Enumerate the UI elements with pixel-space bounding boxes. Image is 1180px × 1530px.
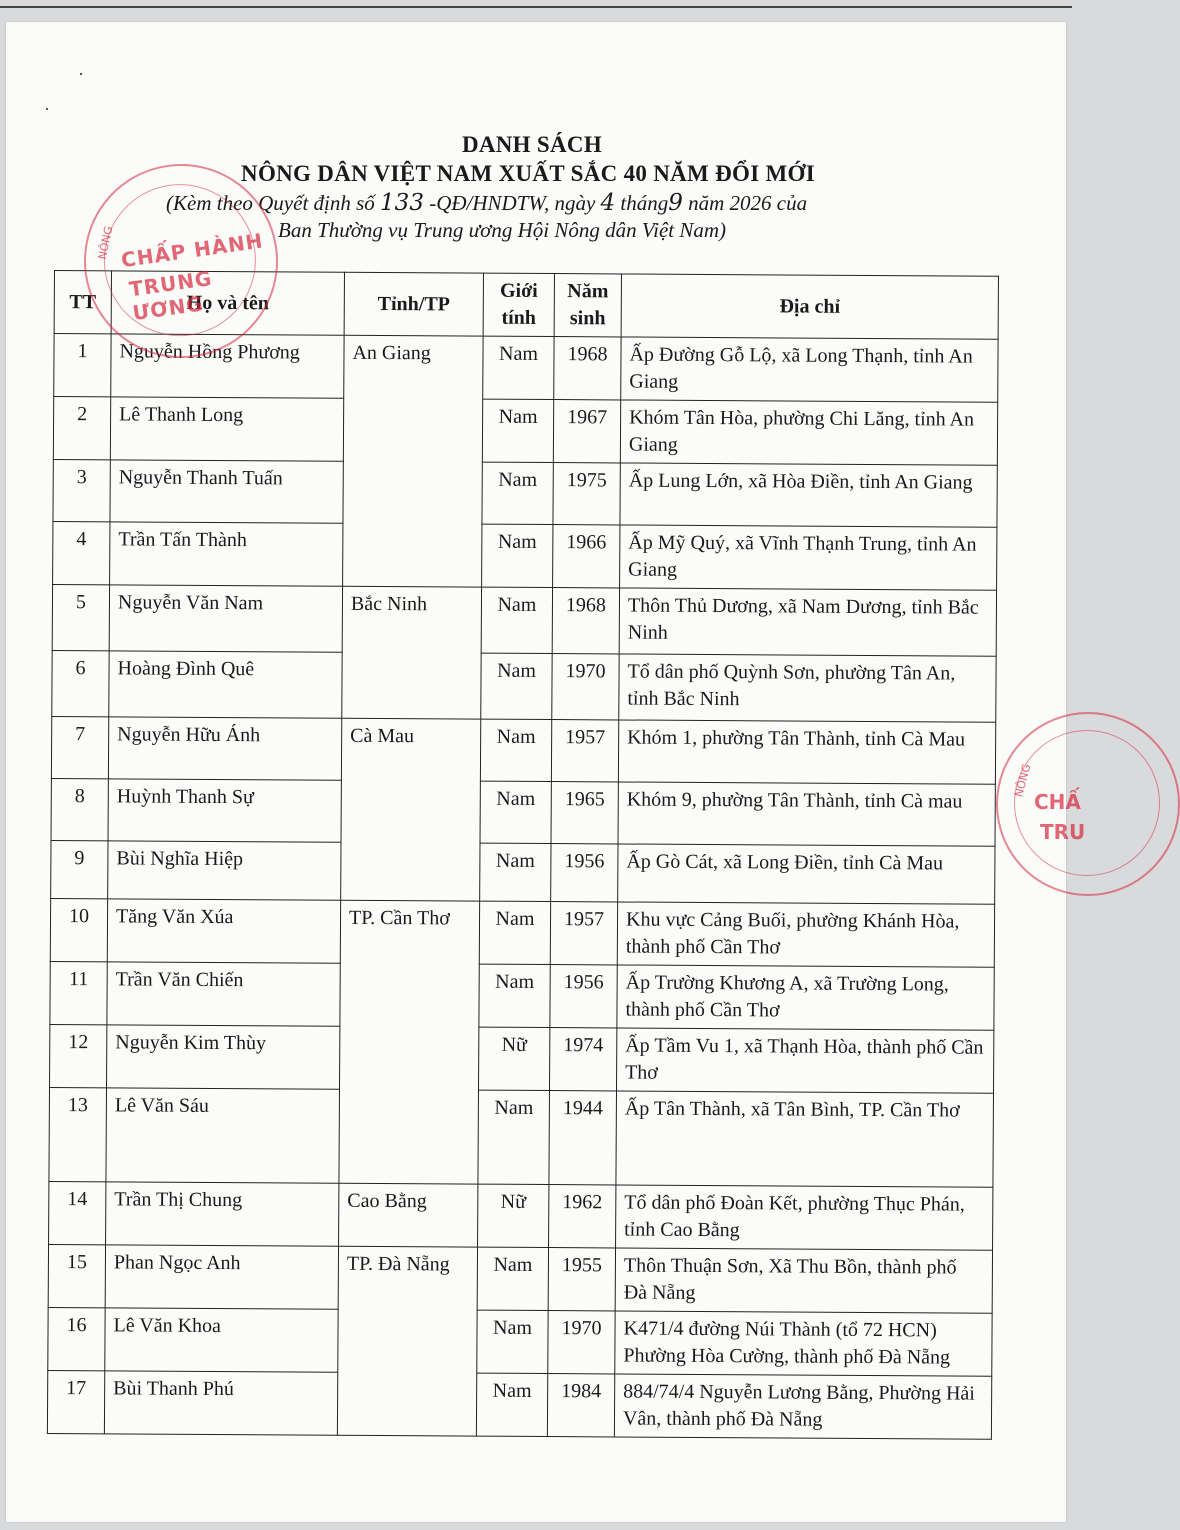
cell-year: 1965: [551, 782, 618, 844]
cell-gender: Nam: [483, 336, 554, 399]
seal-text-line1: CHẤ: [1034, 790, 1081, 814]
cell-year: 1955: [548, 1248, 615, 1311]
cell-address: Tổ dân phố Đoàn Kết, phường Thục Phán, tỉnh Cao Bằng: [616, 1185, 993, 1250]
table-row: [50, 1024, 994, 1093]
cell-name: Nguyễn Hồng Phương: [111, 334, 344, 398]
table-row: [53, 459, 997, 527]
farmer-list-table: [47, 270, 999, 1440]
decision-number: 133: [380, 190, 424, 216]
cell-tt: 1: [54, 334, 111, 397]
cell-name: Trần Tấn Thành: [110, 522, 343, 586]
cell-gender: Nam: [476, 1373, 547, 1436]
document-title: DANH SÁCH: [461, 132, 603, 157]
cell-address: Khu vực Cảng Buối, phường Khánh Hòa, thành phố Cần Thơ: [617, 902, 994, 967]
cell-address: 884/74/4 Nguyễn Lương Bằng, Phường Hải Vân, thành phố Đà Nẵng: [614, 1374, 991, 1439]
cell-address: Khóm 1, phường Tân Thành, tỉnh Cà Mau: [618, 720, 995, 784]
table-row: [49, 1087, 994, 1187]
cell-year: 1957: [550, 902, 617, 965]
header-gender-line2: tính: [501, 306, 537, 329]
cell-tt: 12: [50, 1024, 107, 1087]
table-row: [51, 716, 995, 784]
document-subtitle: NÔNG DÂN VIỆT NAM XUẤT SẮC 40 NĂM ĐỔI MỚI: [241, 161, 815, 186]
table-row: [48, 1307, 992, 1376]
cell-year: 1956: [550, 965, 617, 1028]
cell-name: Lê Văn Sáu: [106, 1088, 340, 1183]
cell-name: Huỳnh Thanh Sự: [108, 779, 341, 842]
cell-name: Phan Ngọc Anh: [105, 1245, 338, 1309]
cell-province: TP. Đà Nẵng: [337, 1246, 477, 1436]
scan-top-edge: [0, 6, 1072, 8]
cell-address: Ấp Gò Cát, xã Long Điền, tỉnh Cà Mau: [618, 844, 995, 904]
table-row: [50, 898, 994, 967]
cell-gender: Nam: [480, 843, 551, 901]
header-year-line2: sinh: [569, 307, 606, 330]
table-row: [53, 521, 997, 590]
cell-gender: Nữ: [478, 1184, 549, 1247]
cell-year: 1956: [551, 844, 618, 902]
cell-gender: Nam: [479, 964, 550, 1027]
cell-tt: 16: [48, 1307, 105, 1370]
cell-year: 1957: [551, 720, 618, 782]
cell-tt: 7: [51, 716, 108, 778]
table-row: [52, 584, 996, 656]
cell-address: Khóm 9, phường Tân Thành, tỉnh Cà mau: [618, 782, 995, 846]
cell-name: Nguyễn Hữu Ánh: [108, 717, 341, 780]
cell-name: Hoàng Đình Quê: [109, 651, 342, 718]
cell-tt: 9: [51, 840, 108, 898]
cell-year: 1970: [552, 654, 619, 720]
cell-tt: 2: [53, 397, 110, 460]
cell-address: Ấp Tân Thành, xã Tân Bình, TP. Cần Thơ: [616, 1091, 994, 1187]
cell-year: 1962: [549, 1185, 616, 1248]
decision-prefix: (Kèm theo Quyết định số: [166, 191, 375, 215]
cell-address: Ấp Mỹ Quý, xã Vĩnh Thạnh Trung, tỉnh An Giang: [620, 525, 997, 590]
decision-month: 9: [668, 190, 683, 216]
cell-tt: 10: [50, 898, 107, 961]
cell-name: Lê Thanh Long: [110, 397, 343, 461]
seal-rim-text: NÔNG: [1012, 762, 1034, 799]
decision-day: 4: [600, 190, 616, 216]
cell-name: Lê Văn Khoa: [105, 1308, 338, 1372]
cell-gender: Nam: [482, 524, 553, 587]
cell-address: Ấp Lung Lớn, xã Hòa Điền, tỉnh An Giang: [620, 463, 997, 527]
cell-address: K471/4 đường Núi Thành (tổ 72 HCN) Phường Hòa Cường, thành phố Đà Nẵng: [615, 1311, 992, 1376]
cell-name: Trần Thị Chung: [106, 1182, 339, 1246]
cell-gender: Nam: [480, 781, 551, 843]
cell-province: Cà Mau: [341, 718, 481, 901]
cell-year: 1944: [549, 1091, 617, 1185]
cell-gender: Nam: [482, 399, 553, 462]
cell-year: 1966: [553, 525, 620, 588]
cell-tt: 4: [53, 521, 110, 584]
cell-tt: 14: [49, 1181, 106, 1244]
cell-address: Ấp Trường Khương A, xã Trường Long, thành phố Cần Thơ: [617, 965, 994, 1030]
cell-name: Nguyễn Thanh Tuấn: [110, 460, 343, 523]
cell-gender: Nam: [477, 1247, 548, 1310]
scan-speck: [80, 73, 82, 75]
document-page: [6, 22, 1086, 1522]
cell-tt: 5: [52, 584, 109, 650]
header-gender: [483, 273, 554, 336]
header-address: Địa chỉ: [621, 274, 998, 339]
table-row: [52, 650, 996, 722]
cell-tt: 11: [50, 961, 107, 1024]
cell-address: Ấp Đường Gỗ Lộ, xã Long Thạnh, tỉnh An Giang: [621, 337, 998, 402]
cell-name: Nguyễn Văn Nam: [109, 585, 342, 652]
seal-rim-text: NÔNG: [95, 225, 116, 261]
table-row: [50, 961, 994, 1030]
cell-year: 1984: [547, 1374, 614, 1437]
cell-gender: Nam: [481, 653, 552, 719]
decision-year: năm 2026 của: [688, 191, 808, 215]
cell-address: Tổ dân phố Quỳnh Sơn, phường Tân An, tỉnh Bắc Ninh: [619, 654, 996, 722]
cell-tt: 3: [53, 459, 110, 521]
cell-gender: Nam: [482, 462, 553, 524]
cell-year: 1968: [552, 588, 619, 654]
cell-year: 1968: [554, 337, 621, 400]
cell-year: 1967: [553, 400, 620, 463]
table-row: [47, 1370, 991, 1439]
seal-text-line2: TRUNG ƯƠNG: [127, 265, 214, 326]
header-gender-line1: Giới: [499, 279, 538, 302]
cell-address: Khóm Tân Hòa, phường Chi Lăng, tỉnh An Giang: [620, 400, 997, 465]
header-name: Họ và tên: [111, 271, 344, 335]
cell-tt: 17: [47, 1370, 104, 1433]
cell-tt: 15: [48, 1244, 105, 1307]
cell-tt: 6: [52, 650, 109, 716]
decision-issuer: Ban Thường vụ Trung ương Hội Nông dân Việt Nam): [278, 218, 727, 242]
cell-name: Trần Văn Chiến: [107, 962, 340, 1026]
cell-address: Thôn Thủ Dương, xã Nam Dương, tỉnh Bắc Ninh: [619, 588, 996, 656]
header-tt: TT: [54, 271, 111, 334]
table-row: [51, 778, 995, 846]
cell-gender: Nam: [480, 719, 551, 781]
seal-text-line1: CHẤP HÀNH: [119, 228, 265, 273]
header-year-line1: Năm: [567, 280, 609, 303]
cell-year: 1974: [549, 1028, 616, 1091]
header-year: [554, 274, 621, 337]
cell-name: Bùi Thanh Phú: [104, 1371, 337, 1435]
table-row: [48, 1244, 992, 1313]
cell-year: 1975: [553, 463, 620, 525]
cell-name: Tăng Văn Xúa: [107, 899, 340, 963]
cell-gender: Nam: [477, 1310, 548, 1373]
cell-province: Bắc Ninh: [342, 586, 482, 719]
cell-province: TP. Cần Thơ: [339, 900, 480, 1184]
cell-address: Thôn Thuận Sơn, Xã Thu Bồn, thành phố Đà Nẵng: [615, 1248, 992, 1313]
seal-text-line2: TRU: [1040, 820, 1086, 844]
official-seal-partial: [996, 712, 1180, 896]
cell-name: Nguyễn Kim Thùy: [107, 1025, 340, 1089]
cell-gender: Nam: [478, 1090, 550, 1184]
cell-year: 1970: [548, 1311, 615, 1374]
decision-month-label: tháng: [620, 191, 669, 215]
decision-mid: -QĐ/HNDTW, ngày: [429, 191, 596, 215]
cell-province: Cao Bằng: [339, 1183, 478, 1247]
table-row: [51, 840, 995, 904]
header-province: Tỉnh/TP: [344, 272, 483, 336]
cell-gender: Nữ: [478, 1027, 549, 1090]
cell-province: An Giang: [343, 335, 484, 587]
cell-gender: Nam: [481, 587, 552, 653]
cell-gender: Nam: [479, 901, 550, 964]
cell-tt: 8: [51, 778, 108, 840]
scan-speck: [46, 108, 48, 110]
cell-name: Bùi Nghĩa Hiệp: [108, 841, 341, 900]
cell-tt: 13: [49, 1087, 107, 1181]
table-row: [49, 1181, 993, 1250]
cell-address: Ấp Tầm Vu 1, xã Thạnh Hòa, thành phố Cần Thơ: [616, 1028, 993, 1093]
table-row: [53, 397, 997, 466]
